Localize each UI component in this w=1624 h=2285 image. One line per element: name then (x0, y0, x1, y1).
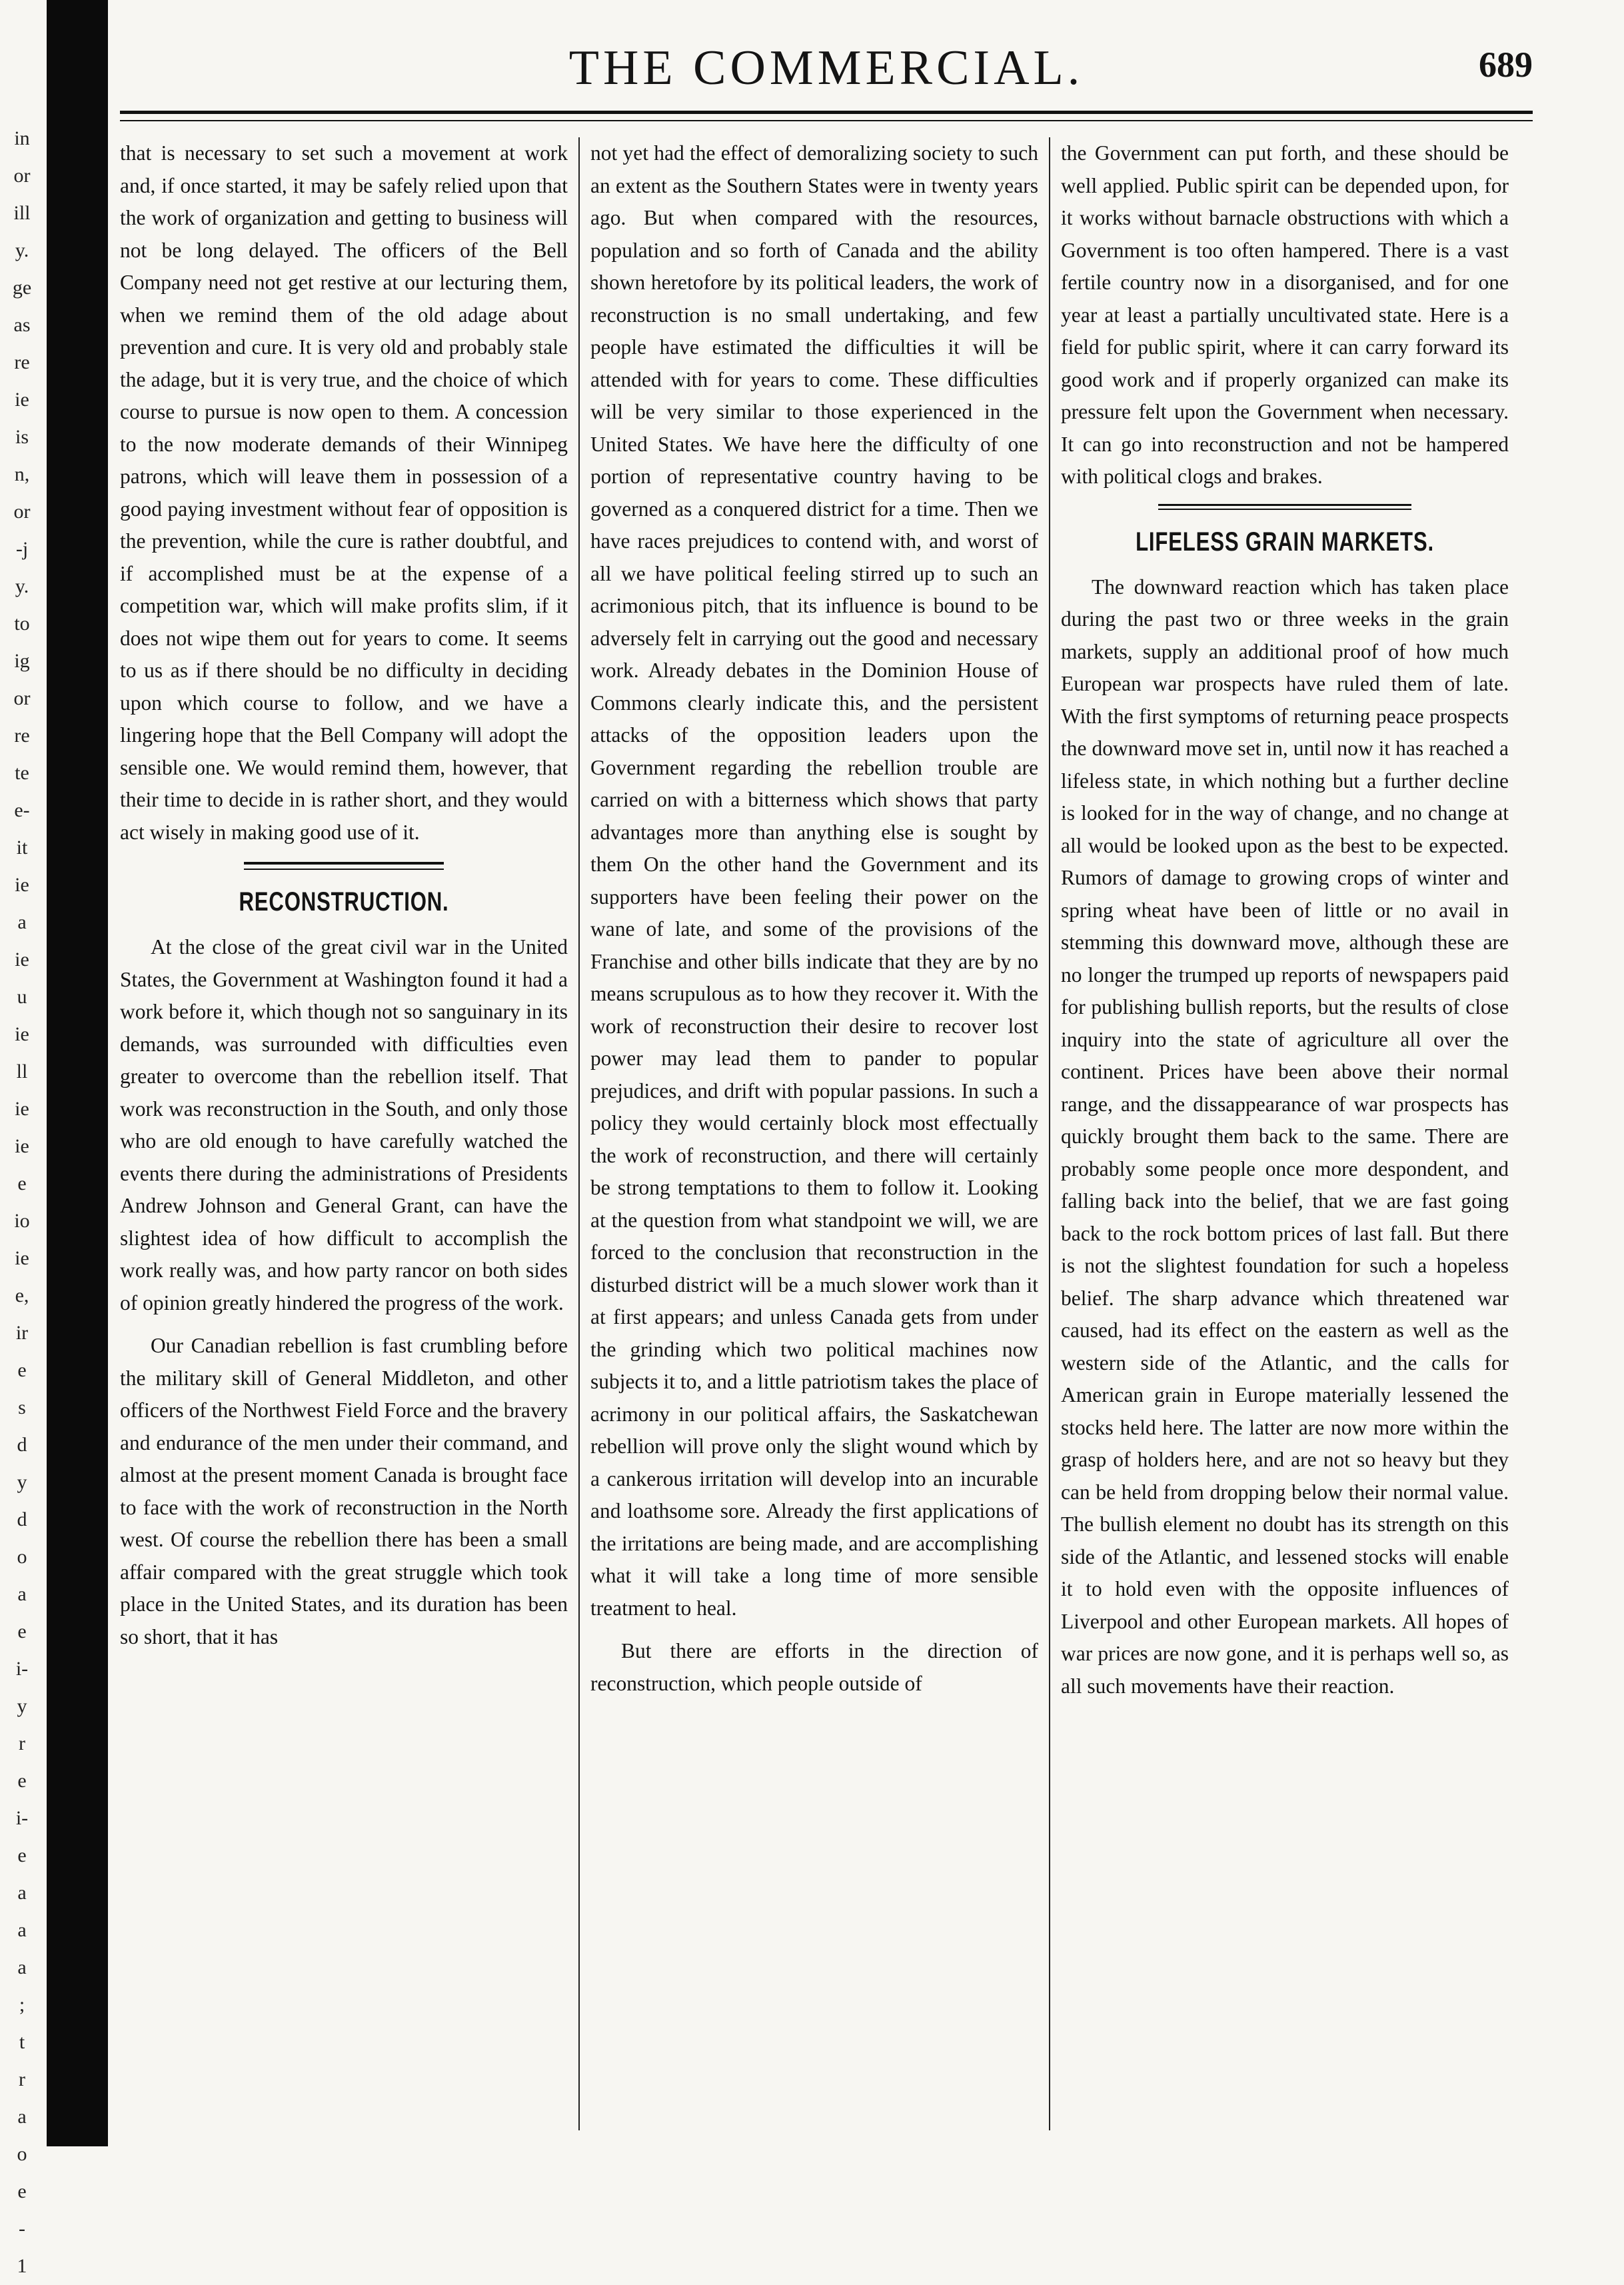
page-number: 689 (1479, 45, 1533, 85)
gutter-fragment: a (17, 2106, 27, 2128)
gutter-fragment: n, (14, 463, 30, 485)
gutter-fragment: a (17, 1583, 27, 1605)
gutter-fragment: to (14, 613, 30, 635)
gutter-fragment: e (17, 1844, 27, 1866)
article-columns (120, 137, 1533, 2130)
gutter-fragment: e (17, 1172, 27, 1194)
masthead (120, 40, 1533, 100)
headline-reconstruction: RECONSTRUCTION. (239, 887, 449, 917)
gutter-fragment: e (17, 2180, 27, 2202)
gutter-fragment: a (17, 1919, 27, 1941)
adjacent-page-fragments (3, 120, 41, 2285)
column-1 (120, 137, 568, 2130)
scan-binding-edge (47, 0, 108, 2146)
gutter-fragment: a (17, 911, 27, 933)
gutter-fragment: or (13, 687, 31, 709)
paragraph: The downward reaction which has taken place during the past two or three weeks in the grain markets, supply an additional proof of how much European war prospects have ruled them of late. With the first symptoms of returning peace prospects the downward move set in, until now it has reached a lifeless state, in which nothing but a further decline is looked for in the way of change, and no change at all would be looked upon as the best to be expected. Rumors of damage to growing crops of winter and spring wheat have been of little or no avail in stemming this downward move, although these are no longer the trumped up reports of newspapers paid for publishing bullish reports, but the results of close inquiry into the state of agriculture all over the continent. Prices have been above their normal range, and the dissappearance of war prospects has quickly brought them back to the same. There are probably some people once more despondent, and falling back into the belief, that we are fast going back to the rock bottom prices of last fall. But there is not the slightest foundation for such a hopeless belief. The sharp advance which threatened war caused, had its effect on the eastern as well as the western side of the Atlantic, and the calls for American grain in Europe materially lessened the stocks held here. The latter are now more within the grasp of holders here, and are not so heavy but they can be held from dropping below their normal value. The bullish element no doubt has its strength on this side of the Atlantic, and lessened stocks will enable it to hold even with the opposite influences of Liverpool and other European markets. All hopes of war prices are now gone, and it is perhaps well so, as all such movements have their reaction. (1061, 575, 1509, 1698)
gutter-fragment: ie (15, 1247, 29, 1269)
column-rule (578, 137, 580, 2130)
gutter-fragment: 1 (17, 2255, 27, 2277)
gutter-fragment: y (17, 1471, 27, 1493)
gutter-fragment: y. (15, 575, 29, 597)
masthead-rule-thin (120, 120, 1533, 121)
gutter-fragment: a (17, 1882, 27, 1904)
gutter-fragment: ie (15, 949, 29, 971)
gutter-fragment: as (13, 314, 31, 336)
gutter-fragment: o (17, 1546, 27, 1568)
gutter-fragment: r (19, 2068, 25, 2090)
gutter-fragment: in (14, 127, 30, 149)
gutter-fragment: ill (13, 202, 31, 224)
gutter-fragment: d (17, 1434, 27, 1456)
gutter-fragment: ll (16, 1061, 28, 1083)
gutter-fragment: r (19, 1732, 25, 1754)
column-2 (590, 137, 1038, 2130)
paragraph: At the close of the great civil war in the United States, the Government at Washington found it had a work before it, which though not so sanguinary in its demands, was surrounded with difficulties even greater to overcome than the rebellion itself. That work was reconstruction in the South, and only those who are old enough to have carefully watched the events there during the administrations of Presidents Andrew Johnson and General Grant, can have the slightest idea of how difficult to accomplish the work really was, and how party rancor on both sides of opinion greatly hindered the progress of the work. (120, 935, 568, 1314)
masthead-rule-thick (120, 111, 1533, 114)
gutter-fragment: ie (15, 1135, 29, 1157)
gutter-fragment: i- (15, 1807, 29, 1829)
gutter-fragment: e (17, 1620, 27, 1642)
gutter-fragment: s (18, 1396, 26, 1418)
column-rule (1049, 137, 1050, 2130)
gutter-fragment: e (17, 1359, 27, 1381)
gutter-fragment: ie (15, 389, 29, 411)
gutter-fragment: -j (15, 538, 29, 560)
gutter-fragment: e, (15, 1284, 29, 1306)
gutter-fragment: o (17, 2143, 27, 2165)
gutter-fragment: i- (15, 1658, 29, 1680)
gutter-fragment: t (19, 2031, 25, 2053)
gutter-fragment: e- (14, 799, 30, 821)
section-separator (1158, 504, 1411, 510)
gutter-fragment: ie (15, 874, 29, 896)
gutter-fragment: it (16, 837, 28, 859)
gutter-fragment: or (13, 165, 31, 187)
gutter-fragment: io (14, 1210, 30, 1232)
gutter-fragment: d (17, 1508, 27, 1530)
gutter-fragment: y. (15, 239, 29, 261)
paragraph: But there are efforts in the direction of reconstruction, which people outside of (590, 1639, 1038, 1695)
gutter-fragment: ie (15, 1098, 29, 1120)
gutter-fragment: a (17, 1956, 27, 1978)
gutter-fragment: ie (15, 1023, 29, 1045)
gutter-fragment: is (15, 426, 29, 448)
page-title: THE COMMERCIAL. (568, 41, 1084, 95)
gutter-fragment: y (17, 1695, 27, 1717)
paragraph: Our Canadian rebellion is fast crumbling before the military skill of General Middleton, and other officers of the Northwest Field Force and the bravery and endurance of the men under their command, and almost at the present moment Canada is brought face to face with the work of reconstruction in the North west. Of course the rebellion there has been a small affair compared with the great struggle which took place in the United States, and its duration has been so short, that it has (120, 1334, 568, 1648)
gutter-fragment: ig (14, 650, 30, 672)
paragraph: the Government can put forth, and these should be well applied. Public spirit can be depended upon, for it works without barnacle obstructions with which a Government is too often hampered. There is a vast fertile country now in a disorganised, and for one year at least a partially uncultivated state. Here is a field for public spirit, where it can carry forward its good work and if properly organized can make its pressure felt upon the Government when necessary. It can go into reconstruction and not be hampered with political clogs and brakes. (1061, 141, 1509, 488)
gutter-fragment: or (13, 501, 31, 523)
paragraph: not yet had the effect of demoralizing society to such an extent as the Southern States were in twenty years ago. But when compared with the resources, population and so forth of Canada and the ability shown heretofore by its political leaders, the work of reconstruction is no small undertaking, and few people have estimated the difficulties it will be attended with for years to come. These difficulties will be very similar to those experienced in the United States. We have here the difficulty of one portion of representative country having to be governed as a conquered district for a time. Then we have races prejudices to contend with, and worst of all we have political feeling stirred up to such an acrimonious pitch, that its influence is bound to be adversely felt in carrying out the good and necessary work. Already debates in the Dominion House of Commons clearly indicate this, and the persistent attacks of the opposition leaders upon the Government regarding the rebellion trouble are carried on with a bitterness which shows that party advantages more than anything else is sought by them On the other hand the Government and its supporters have been feeling their power on the wane of late, and some of the provisions of the Franchise and other bills indicate that they are by no means scrupulous as to how they recover it. With the work of reconstruction their desire to recover lost power may lead them to pander to popular prejudices, and drift with popular passions. In such a policy they would certainly block most effectually the work of reconstruction, and there will certainly be strong temptations to them to follow it. Looking at the question from what standpoint we will, we are forced to the conclusion that reconstruction in the disturbed district will be a much slower work than it at first appears; and unless Canada gets from under the grinding which two political machines now subjects it to, and a little patriotism takes the place of acrimony in our political affairs, the Saskatchewan rebellion will prove only the slight wound which by a cankerous irritation will develop into an incurable and loathsome sore. Already the first applications of the irritations are being made, and are accomplishing what it will take a long time of more sensible treatment to heal. (590, 141, 1038, 1620)
gutter-fragment: e (17, 1770, 27, 1792)
gutter-fragment: ge (12, 277, 32, 299)
gutter-fragment: te (15, 762, 29, 784)
gutter-fragment: ; (19, 1994, 25, 2016)
gutter-fragment: ir (15, 1322, 29, 1344)
column-3 (1061, 137, 1509, 2130)
section-separator (244, 862, 444, 870)
gutter-fragment: re (14, 725, 30, 747)
gutter-fragment: u (17, 986, 27, 1008)
gutter-fragment: - (19, 2218, 25, 2240)
paragraph: that is necessary to set such a movement at work and, if once started, it may be safely relied upon that the work of organization and getting to business will not be long delayed. The officers of the Bell Company need not get restive at our lecturing them, when we remind them of the old adage about prevention and cure. It is very old and probably stale the adage, but it is very true, and the choice of which course to pursue is now open to them. A concession to the now moderate demands of their Winnipeg patrons, which will leave them in possession of a good paying investment without fear of opposition is the prevention, while the cure is rather doubtful, and if accomplished must be at the expense of a competition war, which will make profits slim, if it does not wipe them out for years to come. It seems to us as if there should be no difficulty in deciding upon which course to follow, and we have a lingering hope that the Bell Company will adopt the sensible one. We would remind them, however, that their time to decide in is rather short, and they would act wisely in making good use of it. (120, 141, 568, 844)
gutter-fragment: re (14, 351, 30, 373)
headline-lifeless-grain-markets: LIFELESS GRAIN MARKETS. (1136, 527, 1434, 557)
